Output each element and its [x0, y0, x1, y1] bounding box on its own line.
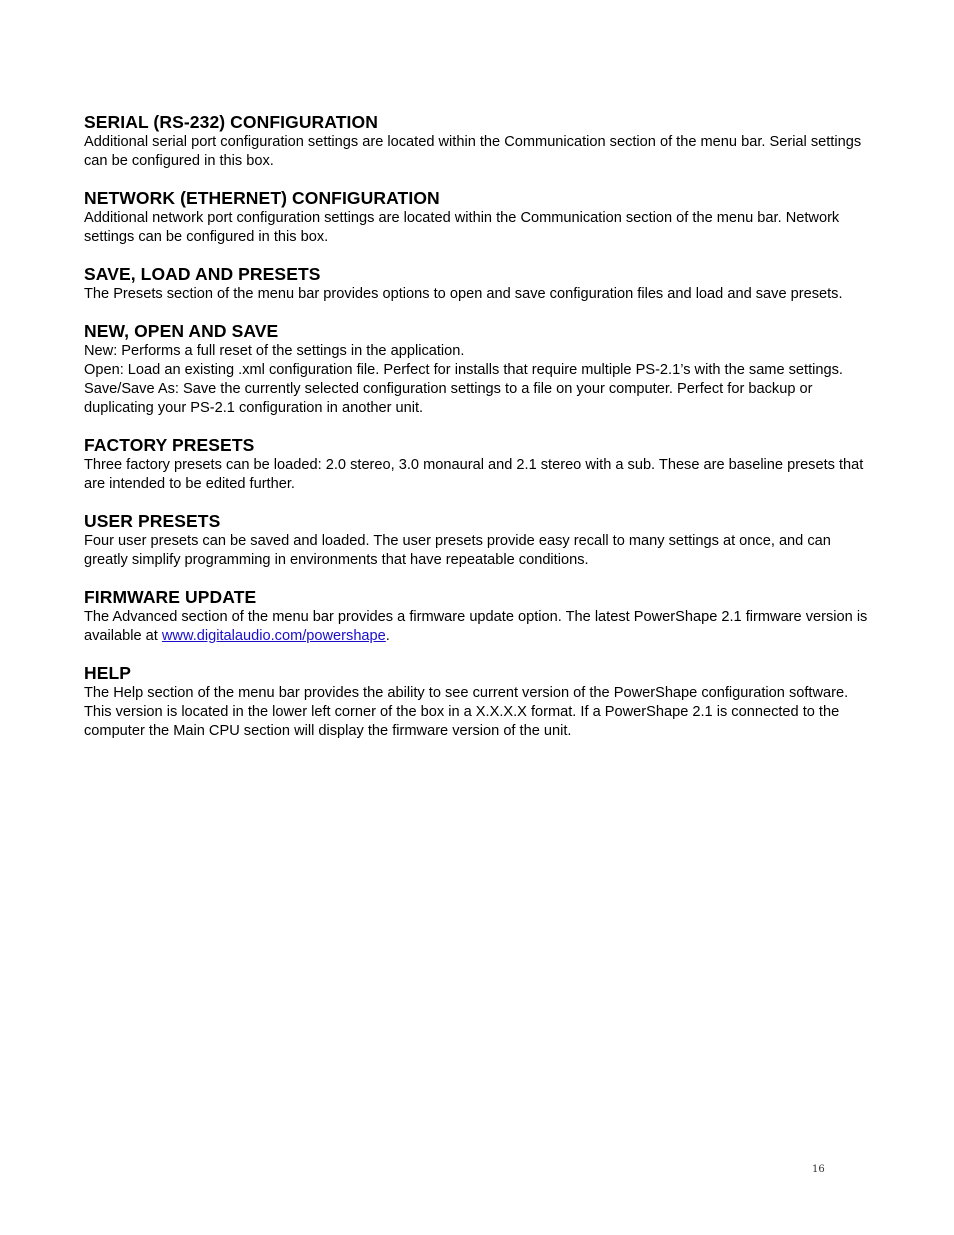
section-heading: SAVE, LOAD AND PRESETS — [84, 264, 321, 284]
section-paragraph: The Presets section of the menu bar provides options to open and save configuration files and load and save presets. — [84, 286, 843, 302]
section-paragraph: The Help section of the menu bar provides the ability to see current version of the PowerShape configuration software. This version is located in the lower left corner of the box in a X.X.X.X format. If a PowerShape 2.1 is connected to the computer the Main CPU section will display the firmware version of the unit. — [84, 685, 849, 739]
section-serial-configuration — [84, 112, 874, 171]
section-heading: NEW, OPEN AND SAVE — [84, 321, 279, 341]
section-new-open-save — [84, 321, 874, 418]
new-description: New: Performs a full reset of the settings in the application. — [84, 343, 465, 359]
powershape-download-link[interactable]: www.digitalaudio.com/powershape — [161, 628, 386, 644]
page-number: 16 — [812, 1164, 825, 1175]
section-help — [84, 663, 874, 741]
section-heading: FIRMWARE UPDATE — [84, 587, 257, 607]
section-paragraph: Additional serial port configuration settings are located within the Communication section of the menu bar. Serial settings can be configured in this box. — [84, 134, 862, 169]
section-heading: FACTORY PRESETS — [84, 435, 255, 455]
section-heading: HELP — [84, 663, 132, 683]
section-factory-presets — [84, 435, 874, 494]
section-paragraph — [84, 608, 874, 646]
section-heading: USER PRESETS — [84, 511, 221, 531]
document-page — [84, 112, 874, 758]
section-paragraph: Three factory presets can be loaded: 2.0 stereo, 3.0 monaural and 2.1 stereo with a sub. These are baseline presets that are intended to be edited further. — [84, 457, 864, 492]
section-paragraph: Additional network port configuration settings are located within the Communication section of the menu bar. Network settings can be configured in this box. — [84, 210, 840, 245]
section-paragraph: Four user presets can be saved and loaded. The user presets provide easy recall to many settings at once, and can greatly simplify programming in environments that have repeatable conditions. — [84, 533, 831, 568]
open-description: Open: Load an existing .xml configuration file. Perfect for installs that require multiple PS-2.1’s with the same settings. — [84, 362, 843, 378]
save-description: Save/Save As: Save the currently selected configuration settings to a file on your computer. Perfect for backup or duplicating your PS-2.1 configuration in another unit. — [84, 381, 813, 416]
section-heading: NETWORK (ETHERNET) CONFIGURATION — [84, 188, 440, 208]
section-heading: SERIAL (RS-232) CONFIGURATION — [84, 112, 378, 132]
section-network-configuration — [84, 188, 874, 247]
firmware-text: The Advanced section of the menu bar provides a firmware update option. The latest PowerShape 2.1 firmware version is available at — [84, 609, 868, 644]
section-save-load-presets — [84, 264, 874, 304]
section-firmware-update — [84, 587, 874, 646]
section-user-presets — [84, 511, 874, 570]
firmware-text-end: . — [385, 628, 390, 644]
